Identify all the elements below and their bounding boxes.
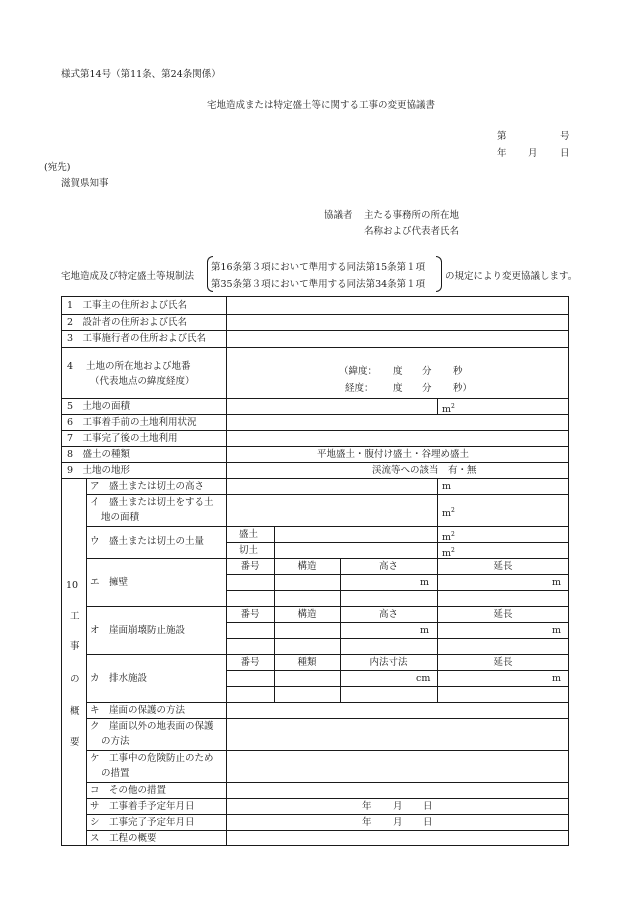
work-shi-label: シ 工事完了予定年月日 — [90, 817, 195, 828]
slope-prevention-height-unit: m — [420, 625, 430, 636]
work-ku-sublabel: の方法 — [101, 736, 130, 747]
height-unit: m — [442, 481, 452, 492]
row-10-char-1: 工 — [70, 611, 80, 622]
row-10-char-2: 事 — [70, 641, 80, 652]
fill-volume-label: 盛土 — [239, 529, 259, 540]
date-day-label: 日 — [560, 148, 570, 159]
work-ki-label: キ 崖面の保護の方法 — [90, 705, 186, 716]
row-9-label: 9 土地の地形 — [67, 465, 131, 476]
row-3-label: 3 工事施行者の住所および氏名 — [67, 333, 207, 344]
statement-option-1: 第16条第３項において準用する同法第15条第１項 — [211, 262, 426, 273]
latitude-second: 秒 — [453, 366, 463, 377]
row-10-char-5: 要 — [70, 737, 80, 748]
work-ke-sublabel: の措置 — [101, 768, 130, 779]
date-year-label: 年 — [497, 148, 507, 159]
row-10-char-4: 概 — [70, 706, 80, 717]
latitude-label: （緯度： — [339, 366, 378, 377]
row-7-label: 7 工事完了後の土地利用 — [67, 433, 178, 444]
latitude-degree: 度 — [393, 366, 403, 377]
end-date-month: 月 — [393, 817, 403, 828]
row-6-label: 6 工事着手前の土地利用状況 — [67, 417, 197, 428]
form-table — [61, 296, 569, 846]
row-4-number: 4 — [67, 361, 74, 372]
retaining-wall-col-no: 番号 — [240, 561, 260, 572]
statement-tail: の規定により変更協議します。 — [445, 271, 578, 282]
applicant-role-label: 協議者 — [324, 210, 353, 221]
row-4-sublabel: （代表地点の緯度経度） — [90, 376, 195, 387]
office-address-label: 主たる事務所の所在地 — [364, 210, 460, 221]
end-date-day: 日 — [423, 817, 433, 828]
work-u-label: ウ 盛土または切土の土量 — [90, 536, 205, 547]
applicant-name-label: 名称および代表者氏名 — [364, 226, 460, 237]
fill-volume-unit: $m^2$ — [442, 531, 455, 544]
work-ko-label: コ その他の措置 — [90, 785, 167, 796]
retaining-wall-length-unit: m — [552, 577, 562, 588]
cut-volume-label: 切土 — [239, 545, 259, 556]
row-5-label: 5 土地の面積 — [67, 401, 131, 412]
slope-prevention-col-height: 高さ — [378, 609, 398, 620]
row-10-char-3: の — [70, 674, 80, 685]
row-4-label: 土地の所在地および地番 — [86, 361, 191, 372]
doc-number-prefix: 第 — [497, 131, 507, 142]
retaining-wall-col-height: 高さ — [378, 561, 398, 572]
law-name: 宅地造成及び特定盛土等規制法 — [61, 271, 195, 282]
longitude-minute: 分 — [422, 383, 432, 394]
work-ke-label: ケ 工事中の危険防止のため — [90, 753, 214, 764]
work-ku-label: ク 崖面以外の地表面の保護 — [90, 721, 214, 732]
slope-prevention-col-no: 番号 — [240, 609, 260, 620]
work-sa-label: サ 工事着手予定年月日 — [90, 801, 195, 812]
drainage-col-kind: 種類 — [297, 657, 317, 668]
retaining-wall-height-unit: m — [420, 577, 430, 588]
drainage-facility-label: カ 排水施設 — [90, 673, 148, 684]
start-date-year: 年 — [362, 801, 372, 812]
end-date-year: 年 — [362, 817, 372, 828]
doc-number-suffix: 号 — [560, 131, 570, 142]
drainage-col-inner-size: 内法寸法 — [369, 657, 408, 668]
area-unit: $m^2$ — [442, 403, 455, 416]
start-date-month: 月 — [393, 801, 403, 812]
longitude-second: 秒） — [453, 383, 473, 394]
addressee-label: (宛先) — [44, 162, 71, 173]
fill-type-options: 平地盛土・腹付け盛土・谷埋め盛土 — [317, 449, 470, 460]
slope-prevention-length-unit: m — [552, 625, 562, 636]
row-8-label: 8 盛土の種類 — [67, 449, 131, 460]
slope-prevention-col-structure: 構造 — [297, 609, 317, 620]
fill-area-unit: $m^2$ — [442, 507, 455, 520]
addressee: 滋賀県知事 — [61, 178, 109, 189]
stream-applicability: 渓流等への該当 有・無 — [372, 465, 477, 476]
date-month-label: 月 — [528, 148, 538, 159]
retaining-wall-col-length: 延長 — [493, 561, 513, 572]
row-1-label: 1 工事主の住所および氏名 — [67, 300, 188, 311]
slope-prevention-col-length: 延長 — [493, 609, 513, 620]
longitude-degree: 度 — [393, 383, 403, 394]
work-su-label: ス 工程の概要 — [90, 833, 157, 844]
start-date-day: 日 — [423, 801, 433, 812]
row-10-number: 10 — [66, 580, 79, 591]
right-bracket — [436, 256, 442, 292]
drainage-size-unit: cm — [416, 673, 431, 684]
cut-volume-unit: $m^2$ — [442, 547, 455, 560]
drainage-col-length: 延長 — [493, 657, 513, 668]
latitude-minute: 分 — [422, 366, 432, 377]
work-a-label: ア 盛土または切土の高さ — [90, 481, 205, 492]
row-2-label: 2 設計者の住所および氏名 — [67, 317, 188, 328]
slope-collapse-prevention-label: オ 崖面崩壊防止施設 — [90, 625, 186, 636]
longitude-label: 経度： — [345, 383, 374, 394]
work-i-label: イ 盛土または切土をする土 — [90, 497, 214, 508]
drainage-length-unit: m — [552, 673, 562, 684]
retaining-wall-label: エ 擁壁 — [90, 577, 129, 588]
retaining-wall-col-structure: 構造 — [297, 561, 317, 572]
form-number: 様式第14号（第11条、第24条関係） — [61, 69, 221, 80]
document-title: 宅地造成または特定盛土等に関する工事の変更協議書 — [206, 100, 435, 111]
drainage-col-no: 番号 — [240, 657, 260, 668]
work-i-sublabel: 地の面積 — [101, 512, 140, 523]
statement-option-2: 第35条第３項において準用する同法第34条第１項 — [211, 279, 426, 290]
